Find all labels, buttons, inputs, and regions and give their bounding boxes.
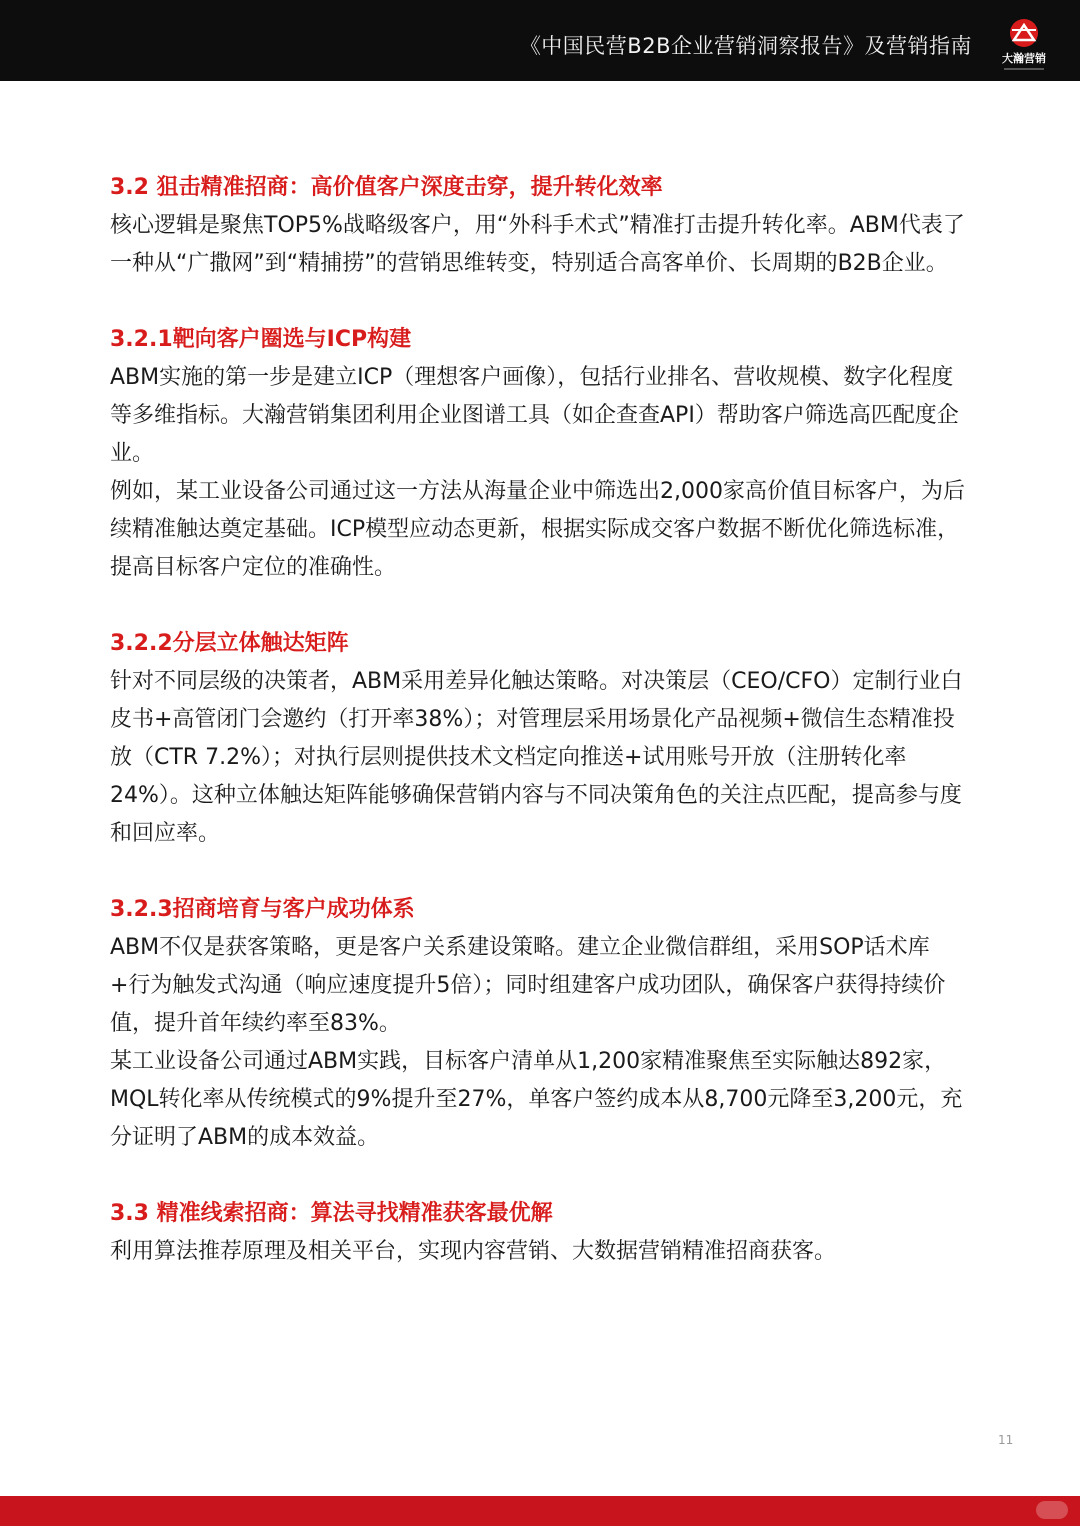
logo-text: 大瀚营销 [1002,52,1046,65]
section-heading: 3.3 精准线索招商：算法寻找精准获客最优解 [110,1201,553,1226]
section-heading: 3.2.2分层立体触达矩阵 [110,631,349,656]
section-paragraph: 某工业设备公司通过ABM实践，目标客户清单从1,200家精准聚焦至实际触达892家，MQL转化率从传统模式的9%提升至27%，单客户签约成本从8,700元降至3,200元，充分证明了ABM的成本效益。 [110,1049,963,1150]
article-body [110,169,970,1271]
section-paragraph: 核心逻辑是聚焦TOP5%战略级客户，用“外科手术式”精准打击提升转化率。ABM代表了一种从“广撒网”到“精捕捞”的营销思维转变，特别适合高客单价、长周期的B2B企业。 [110,213,965,276]
brand-logo [994,18,1054,74]
logo-underline [1004,68,1044,70]
page-number: 11 [998,1433,1014,1447]
page-header [0,0,1080,81]
section-paragraph: ABM实施的第一步是建立ICP（理想客户画像），包括行业排名、营收规模、数字化程度等多维指标。大瀚营销集团利用企业图谱工具（如企查查API）帮助客户筛选高匹配度企业。 [110,365,959,466]
section-3-3 [110,1195,970,1271]
section-3-2-3 [110,891,970,1157]
section-3-2 [110,169,970,283]
section-heading: 3.2.1靶向客户圈选与ICP构建 [110,327,412,352]
report-title: 《中国民营B2B企业营销洞察报告》及营销指南 [519,34,972,58]
section-paragraph: 例如，某工业设备公司通过这一方法从海量企业中筛选出2,000家高价值目标客户，为后续精准触达奠定基础。ICP模型应动态更新，根据实际成交客户数据不断优化筛选标准，提高目标客户定位的准确性。 [110,479,965,580]
logo-mountain-icon [1006,18,1042,48]
section-3-2-2 [110,625,970,853]
section-3-2-1 [110,321,970,587]
section-heading: 3.2 狙击精准招商：高价值客户深度击穿，提升转化效率 [110,175,663,200]
section-heading: 3.2.3招商培育与客户成功体系 [110,897,415,922]
watermark-badge [1036,1501,1068,1519]
section-paragraph: 利用算法推荐原理及相关平台，实现内容营销、大数据营销精准招商获客。 [110,1239,837,1264]
section-paragraph: ABM不仅是获客策略，更是客户关系建设策略。建立企业微信群组，采用SOP话术库+行为触发式沟通（响应速度提升5倍）；同时组建客户成功团队，确保客户获得持续价值，提升首年续约率至83%。 [110,935,946,1036]
page-footer [0,1496,1080,1526]
section-paragraph: 针对不同层级的决策者，ABM采用差异化触达策略。对决策层（CEO/CFO）定制行业白皮书+高管闭门会邀约（打开率38%）；对管理层采用场景化产品视频+微信生态精准投放（CTR 7.2%）；对执行层则提供技术文档定向推送+试用账号开放（注册转化率24%）。这种立体触达矩阵能够确保营销内容与不同决策角色的关注点匹配，提高参与度和回应率。 [110,669,963,846]
